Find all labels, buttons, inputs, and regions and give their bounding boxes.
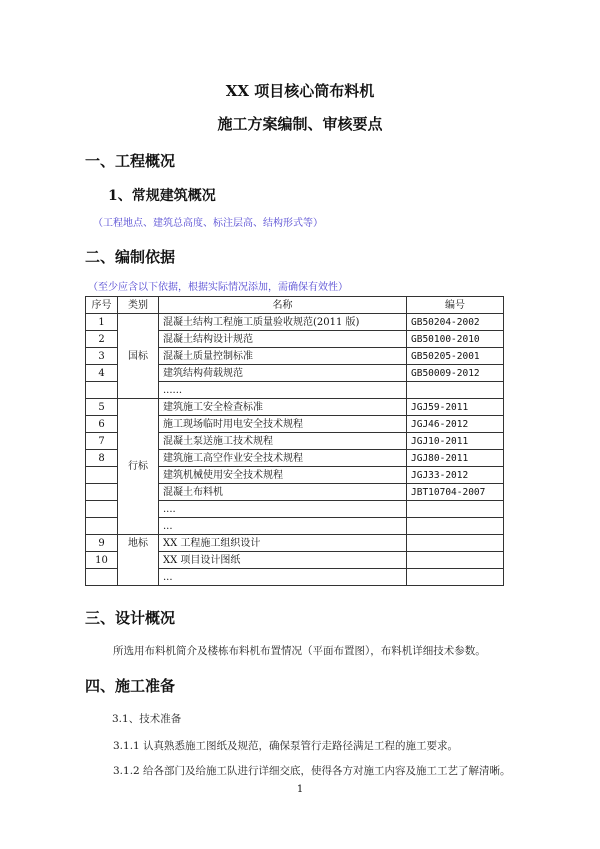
section-heading-design: 三、设计概况 [85,609,176,627]
prep-item-1: 3.1.1 认真熟悉施工图纸及规范，确保泵管行走路径满足工程的施工要求。 [113,740,459,752]
row-name: 混凝土布料机 [159,484,407,501]
row-code: JBT10704-2007 [407,484,504,501]
row-name: 建筑机械使用安全技术规程 [159,467,407,484]
category-national: 国标 [118,314,159,399]
row-code: JGJ59-2011 [407,399,504,416]
header-no: 序号 [86,297,118,314]
row-code: JGJ10-2011 [407,433,504,450]
row-name: 混凝土泵送施工技术规程 [159,433,407,450]
row-name: 混凝土结构工程施工质量验收规范(2011 版) [159,314,407,331]
row-no [86,518,118,535]
row-no: 8 [86,450,118,467]
category-local: 地标 [118,535,159,586]
row-no: 5 [86,399,118,416]
row-no: 6 [86,416,118,433]
subsection-heading-building: 1、常规建筑概况 [108,188,216,204]
row-name: XX 项目设计图纸 [159,552,407,569]
table-row [86,535,504,552]
table-row [86,314,504,331]
row-code: JGJ46-2012 [407,416,504,433]
row-name: 建筑施工安全检查标准 [159,399,407,416]
section-heading-overview: 一、工程概况 [85,152,176,170]
table-header-row [86,297,504,314]
row-name: 建筑施工高空作业安全技术规程 [159,450,407,467]
section-heading-basis: 二、编制依据 [85,248,176,266]
row-name: ...... [159,382,407,399]
prep-item-2: 3.1.2 给各部门及给施工队进行详细交底，使得各方对施工内容及施工工艺了解清晰。 [113,765,511,777]
row-name: 施工现场临时用电安全技术规程 [159,416,407,433]
row-no: 10 [86,552,118,569]
row-no [86,501,118,518]
row-no: 1 [86,314,118,331]
section-heading-preparation: 四、施工准备 [85,677,176,695]
row-code: GB50100-2010 [407,331,504,348]
row-code [407,569,504,586]
row-name: 混凝土质量控制标准 [159,348,407,365]
row-code [407,501,504,518]
row-no: 3 [86,348,118,365]
row-no: 2 [86,331,118,348]
row-no: 9 [86,535,118,552]
row-code [407,382,504,399]
page-number: 1 [296,784,304,795]
row-no [86,569,118,586]
header-category: 类别 [118,297,159,314]
row-no [86,382,118,399]
header-name: 名称 [159,297,407,314]
design-text: 所选用布料机简介及楼栋布料机布置情况（平面布置图），布料机详细技术参数。 [113,645,486,657]
header-code: 编号 [407,297,504,314]
row-no: 4 [86,365,118,382]
document-title: XX 项目核心筒布料机 [225,82,375,100]
row-no [86,484,118,501]
row-code: JGJ33-2012 [407,467,504,484]
row-code: GB50204-2002 [407,314,504,331]
row-no [86,467,118,484]
row-code [407,535,504,552]
basis-note: （至少应含以下依据，根据实际情况添加，需确保有效性） [88,282,348,293]
row-name: XX 工程施工组织设计 [159,535,407,552]
row-name: ... [159,569,407,586]
row-name: 建筑结构荷载规范 [159,365,407,382]
table-row [86,399,504,416]
row-name: 混凝土结构设计规范 [159,331,407,348]
row-code: JGJ80-2011 [407,450,504,467]
row-code: GB50205-2001 [407,348,504,365]
row-code [407,518,504,535]
subsection-heading-tech-prep: 3.1、技术准备 [112,713,182,725]
overview-note: （工程地点、建筑总高度、标注层高、结构形式等） [93,218,323,229]
row-name: .... [159,501,407,518]
row-code [407,552,504,569]
category-industry: 行标 [118,399,159,535]
document-subtitle: 施工方案编制、审核要点 [217,115,383,133]
row-code: GB50009-2012 [407,365,504,382]
basis-table [85,296,504,586]
row-name: ... [159,518,407,535]
row-no: 7 [86,433,118,450]
